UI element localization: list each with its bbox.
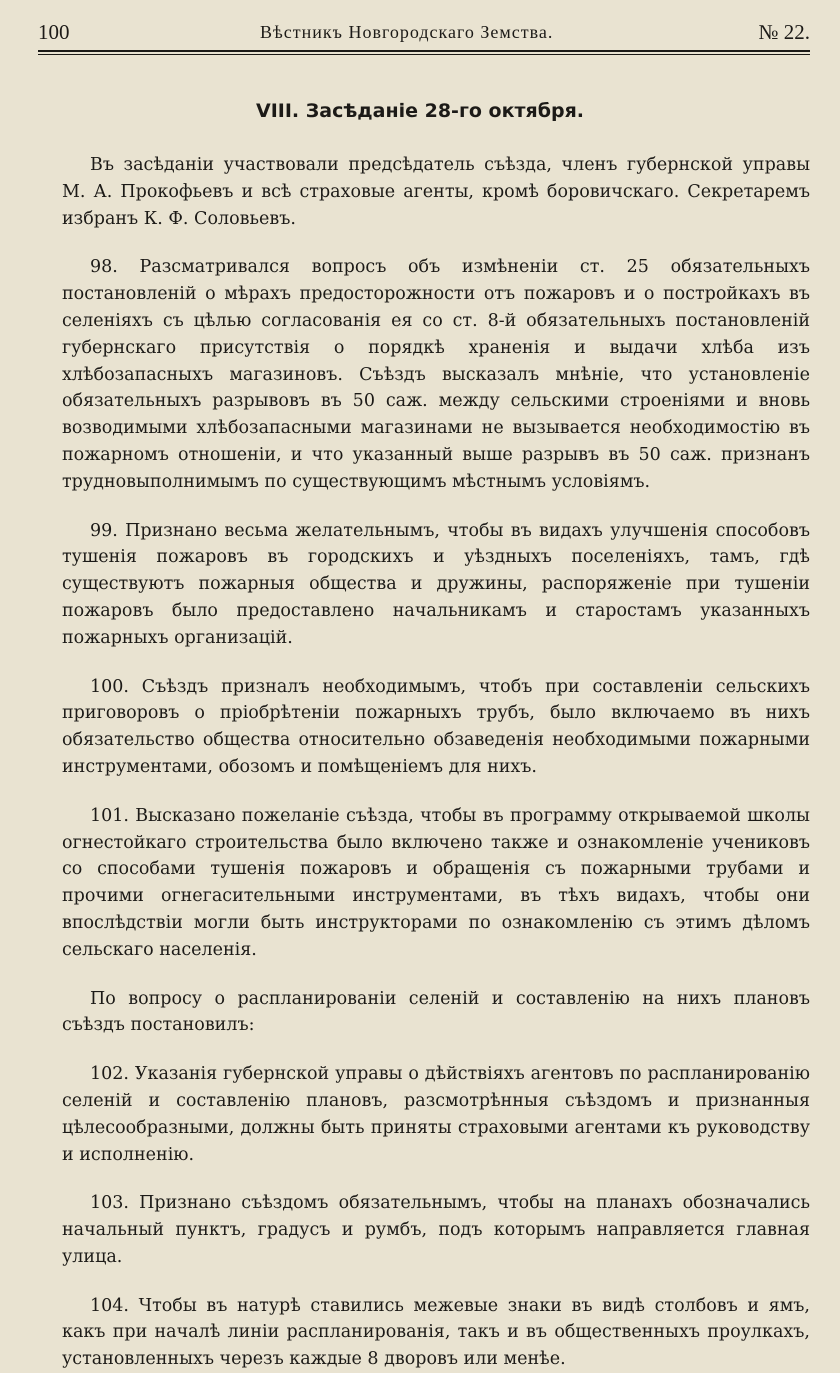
paragraph-102: 102. Указанія губернской управы о дѣйствіяхъ агентовъ по распланированію селеній и составленію плановъ, разсмотрѣнныя съѣздомъ и признанныя цѣлесообразными, должны быть приняты страховыми агентами къ руководству и исполненію. — [62, 1064, 810, 1165]
paragraph-100: 100. Съѣздъ призналъ необходимымъ, чтобъ при составленіи сельскихъ приговоровъ о пріобрѣтеніи пожарныхъ трубъ, было включаемо въ нихъ обязательство общества относительно обзаведенія необходимыми пожарными инструментами, обозомъ и помѣщеніемъ для нихъ. — [62, 676, 810, 777]
running-header — [38, 20, 810, 50]
header-rule-thin — [38, 54, 810, 55]
paragraph-intro: Въ засѣданіи участвовали предсѣдатель съѣзда, членъ губернской управы М. А. Прокофьевъ и всѣ страховые агенты, кромѣ боровичскаго. Секретаремъ избранъ К. Ф. Соловьевъ. — [62, 155, 810, 229]
paragraph-98: 98. Разсматривался вопросъ объ измѣненіи ст. 25 обязательныхъ постановленій о мѣрахъ предосторожности отъ пожаровъ и о постройкахъ въ селеніяхъ съ цѣлью согласованія ея со ст. 8-й обязательныхъ постановленій губернскаго присутствія о порядкѣ храненія и выдачи хлѣба изъ хлѣбозапасныхъ магазиновъ. Съѣздъ высказалъ мнѣніе, что установленіе обязательныхъ разрывовъ въ 50 саж. между сельскими строеніями и вновь возводимыми хлѣбозапасными магазинами не вызывается необходимостію въ пожарномъ отношеніи, и что указанный выше разрывъ въ 50 саж. признанъ трудновыполнимымъ по существующимъ мѣстнымъ условіямъ. — [62, 257, 810, 492]
section-heading: VIII. Засѣданіе 28-го октября. — [256, 100, 584, 122]
paragraph-planning-intro: По вопросу о распланированіи селеній и составленію на нихъ плановъ съѣздъ постановилъ: — [62, 988, 810, 1036]
paragraph-104: 104. Чтобы въ натурѣ ставились межевые знаки въ видѣ столбовъ и ямъ, какъ при началѣ линіи распланированія, такъ и въ общественныхъ проулкахъ, установленныхъ черезъ каждые 8 дворовъ или менѣе. — [62, 1295, 810, 1370]
journal-title: Вѣстникъ Новгородскаго Земства. — [260, 22, 554, 42]
issue-number: № 22. — [758, 20, 810, 44]
article-body — [62, 152, 810, 1373]
paragraph-101: 101. Высказано пожеланіе съѣзда, чтобы въ программу открываемой школы огнестойкаго строительства было включено также и ознакомленіе учениковъ со способами тушенія пожаровъ и обращенія съ пожарными трубами и прочими огнегасительными инструментами, въ тѣхъ видахъ, чтобы они впослѣдствіи могли быть инструкторами по ознакомленію съ этимъ дѣломъ сельскаго населенія. — [62, 805, 810, 960]
header-rule — [38, 50, 810, 52]
paragraph-99: 99. Признано весьма желательнымъ, чтобы въ видахъ улучшенія способовъ тушенія пожаровъ въ городскихъ и уѣздныхъ поселеніяхъ, тамъ, гдѣ существуютъ пожарныя общества и дружины, распоряженіе при тушеніи пожаровъ было предоставлено начальникамъ и старостамъ указанныхъ пожарныхъ организацій. — [62, 520, 810, 648]
page-number: 100 — [38, 20, 70, 44]
paragraph-103: 103. Признано съѣздомъ обязательнымъ, чтобы на планахъ обозначались начальный пунктъ, градусъ и румбъ, подъ которымъ направляется главная улица. — [62, 1193, 810, 1267]
